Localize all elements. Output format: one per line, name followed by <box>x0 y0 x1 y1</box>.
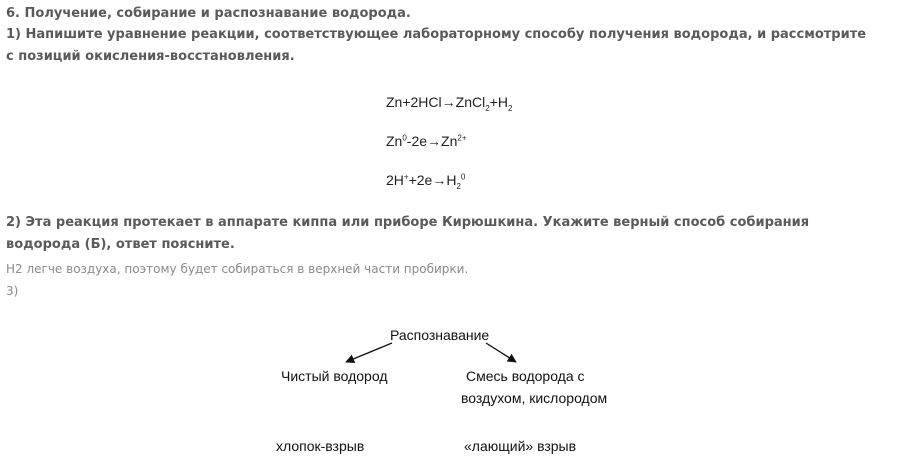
diagram-left-branch: Чистый водород <box>281 368 388 384</box>
equation-reaction: $Zn+2HCl\to ZnCl_2+H_2$ <box>386 94 513 113</box>
answer-2: H2 легче воздуха, поэтому будет собираться в верхней части пробирки. <box>6 262 469 276</box>
arrow-right-icon: → <box>441 94 456 110</box>
arrow-to-left-branch <box>346 343 392 362</box>
question-3-label: 3) <box>6 284 19 298</box>
diagram-right-result: «лающий» взрыв <box>464 438 577 454</box>
diagram-right-branch-line-1: Смесь водорода с <box>466 368 585 384</box>
equation-reduction: $2H^++2e\to H_2^0$ <box>386 172 466 191</box>
arrow-right-icon: → <box>432 172 447 188</box>
question-2-line-2: водорода (Б), ответ поясните. <box>6 237 235 252</box>
diagram-left-result: хлопок-взрыв <box>276 438 365 454</box>
question-1-line-2: с позиций окисления-восстановления. <box>6 49 295 64</box>
diagram-right-branch-line-2: воздухом, кислородом <box>461 390 608 406</box>
equation-oxidation: $Zn^0-2e\to Zn^{2+}$ <box>386 133 467 149</box>
diagram-root: Распознавание <box>390 327 490 343</box>
arrow-to-right-branch <box>486 343 516 362</box>
arrow-right-icon: → <box>427 133 442 149</box>
question-1-line-1: 1) Напишите уравнение реакции, соответствующее лабораторному способу получения водорода, и рассмотрите <box>6 27 867 42</box>
task-heading: 6. Получение, собирание и распознавание водорода. <box>6 6 411 21</box>
question-2-line-1: 2) Эта реакция протекает в аппарате киппа или приборе Кирюшкина. Укажите верный способ собирания <box>6 215 810 230</box>
